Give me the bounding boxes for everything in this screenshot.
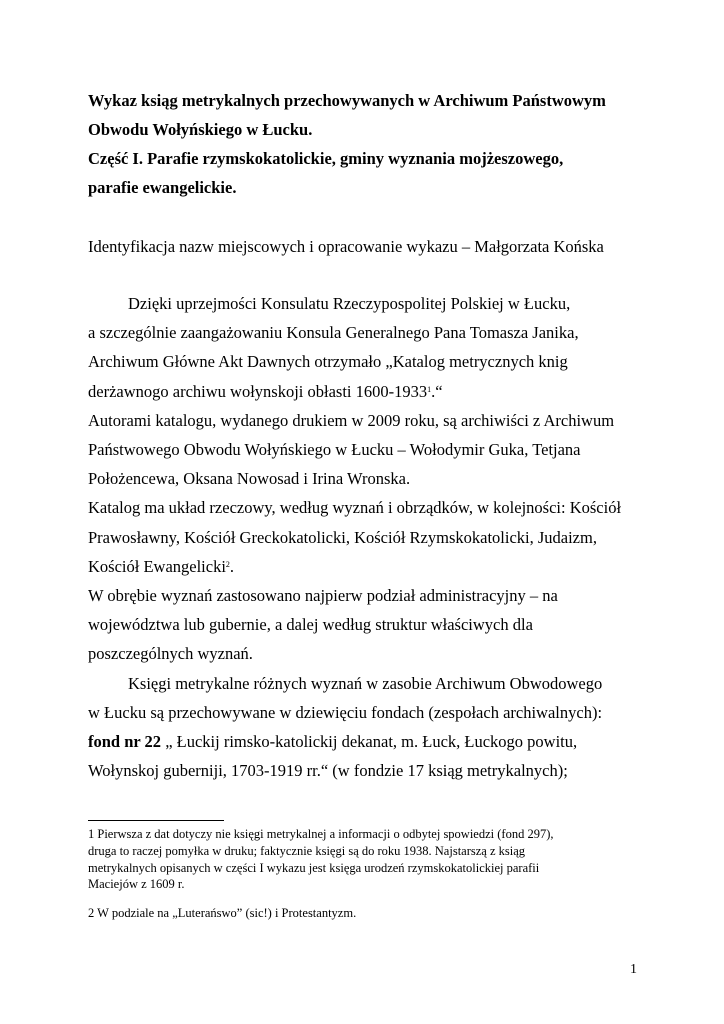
footnote-separator (88, 820, 224, 821)
footnote-ref-2[interactable]: 2 (225, 559, 230, 569)
footnote-line: 1 Pierwsza z dat dotyczy nie księgi metrykalnej a informacji o odbytej spowiedzi (fond 297), (88, 827, 554, 841)
text-line: w Łucku są przechowywane w dziewięciu fondach (zespołach archiwalnych): (88, 702, 603, 722)
text-span: . (229, 556, 235, 576)
footnote-2 (88, 905, 648, 922)
title-line: parafie ewangelickie. (88, 178, 237, 197)
text-line: Autorami katalogu, wydanego drukiem w 2009 roku, są archiwiści z Archiwum (88, 410, 615, 430)
fond-label: fond nr 22 (88, 732, 162, 752)
text-span: „ Łuckij rimsko-katolickij dekanat, m. Łuck, Łuckogo powitu, (161, 732, 578, 752)
footnote-line: 2 W podziale na „Luterańswo” (sic!) i Protestantyzm. (88, 906, 357, 921)
identification-line: Identyfikacja nazw miejscowych i opracowanie wykazu – Małgorzata Końska (88, 237, 604, 256)
text-line (88, 727, 648, 756)
text-line: Księgi metrykalne różnych wyznań w zasobie Archiwum Obwodowego (128, 673, 603, 693)
footnote-1 (88, 826, 648, 893)
page-number: 1 (630, 962, 637, 977)
text-line: Państwowego Obwodu Wołyńskiego w Łucku – Wołodymir Guka, Tetjana (88, 440, 581, 460)
text-span: derżawnogo archiwu wołynskoji obłasti 1600-1933 (88, 381, 428, 401)
document-title (88, 86, 688, 202)
text-line: a szczególnie zaangażowaniu Konsula Generalnego Pana Tomasza Janika, (88, 323, 579, 343)
text-line (88, 377, 648, 406)
title-line: Część I. Parafie rzymskokatolickie, gminy wyznania mojżeszowego, (88, 149, 564, 168)
footnote-line: metrykalnych opisanych w części I wykazu jest księga urodzeń rzymskokatolickiej parafii (88, 860, 540, 875)
text-span: Kościół Ewangelicki (88, 556, 226, 576)
text-line: poszczególnych wyznań. (88, 644, 253, 664)
text-line: Wołynskoj guberniji, 1703-1919 rr.“ (w fondzie 17 ksiąg metrykalnych); (88, 761, 568, 781)
text-line: Prawosławny, Kościół Greckokatolicki, Kościół Rzymskokatolicki, Judaizm, (88, 527, 597, 547)
text-line: województwa lub gubernie, a dalej według struktur właściwych dla (88, 615, 533, 635)
footnotes (88, 826, 648, 934)
text-line (88, 552, 648, 581)
text-line: W obrębie wyznań zastosowano najpierw podział administracyjny – na (88, 586, 558, 606)
body-text (88, 289, 648, 785)
text-span: .“ (431, 381, 443, 401)
text-line: Położencewa, Oksana Nowosad i Irina Wronska. (88, 469, 411, 489)
title-line: Obwodu Wołyńskiego w Łucku. (88, 120, 313, 139)
footnote-ref-1[interactable]: 1 (427, 384, 432, 394)
footnote-line: Maciejów z 1609 r. (88, 877, 185, 892)
text-line: Katalog ma układ rzeczowy, według wyznań i obrządków, w kolejności: Kościół (88, 498, 622, 518)
footnote-line: druga to raczej pomyłka w druku; faktycznie księgi są do roku 1938. Najstarszą z ksiąg (88, 843, 526, 858)
title-line: Wykaz ksiąg metrykalnych przechowywanych w Archiwum Państwowym (88, 91, 606, 110)
text-line: Archiwum Główne Akt Dawnych otrzymało „Katalog metrycznych knig (88, 352, 568, 372)
text-line: Dzięki uprzejmości Konsulatu Rzeczypospolitej Polskiej w Łucku, (128, 294, 571, 313)
